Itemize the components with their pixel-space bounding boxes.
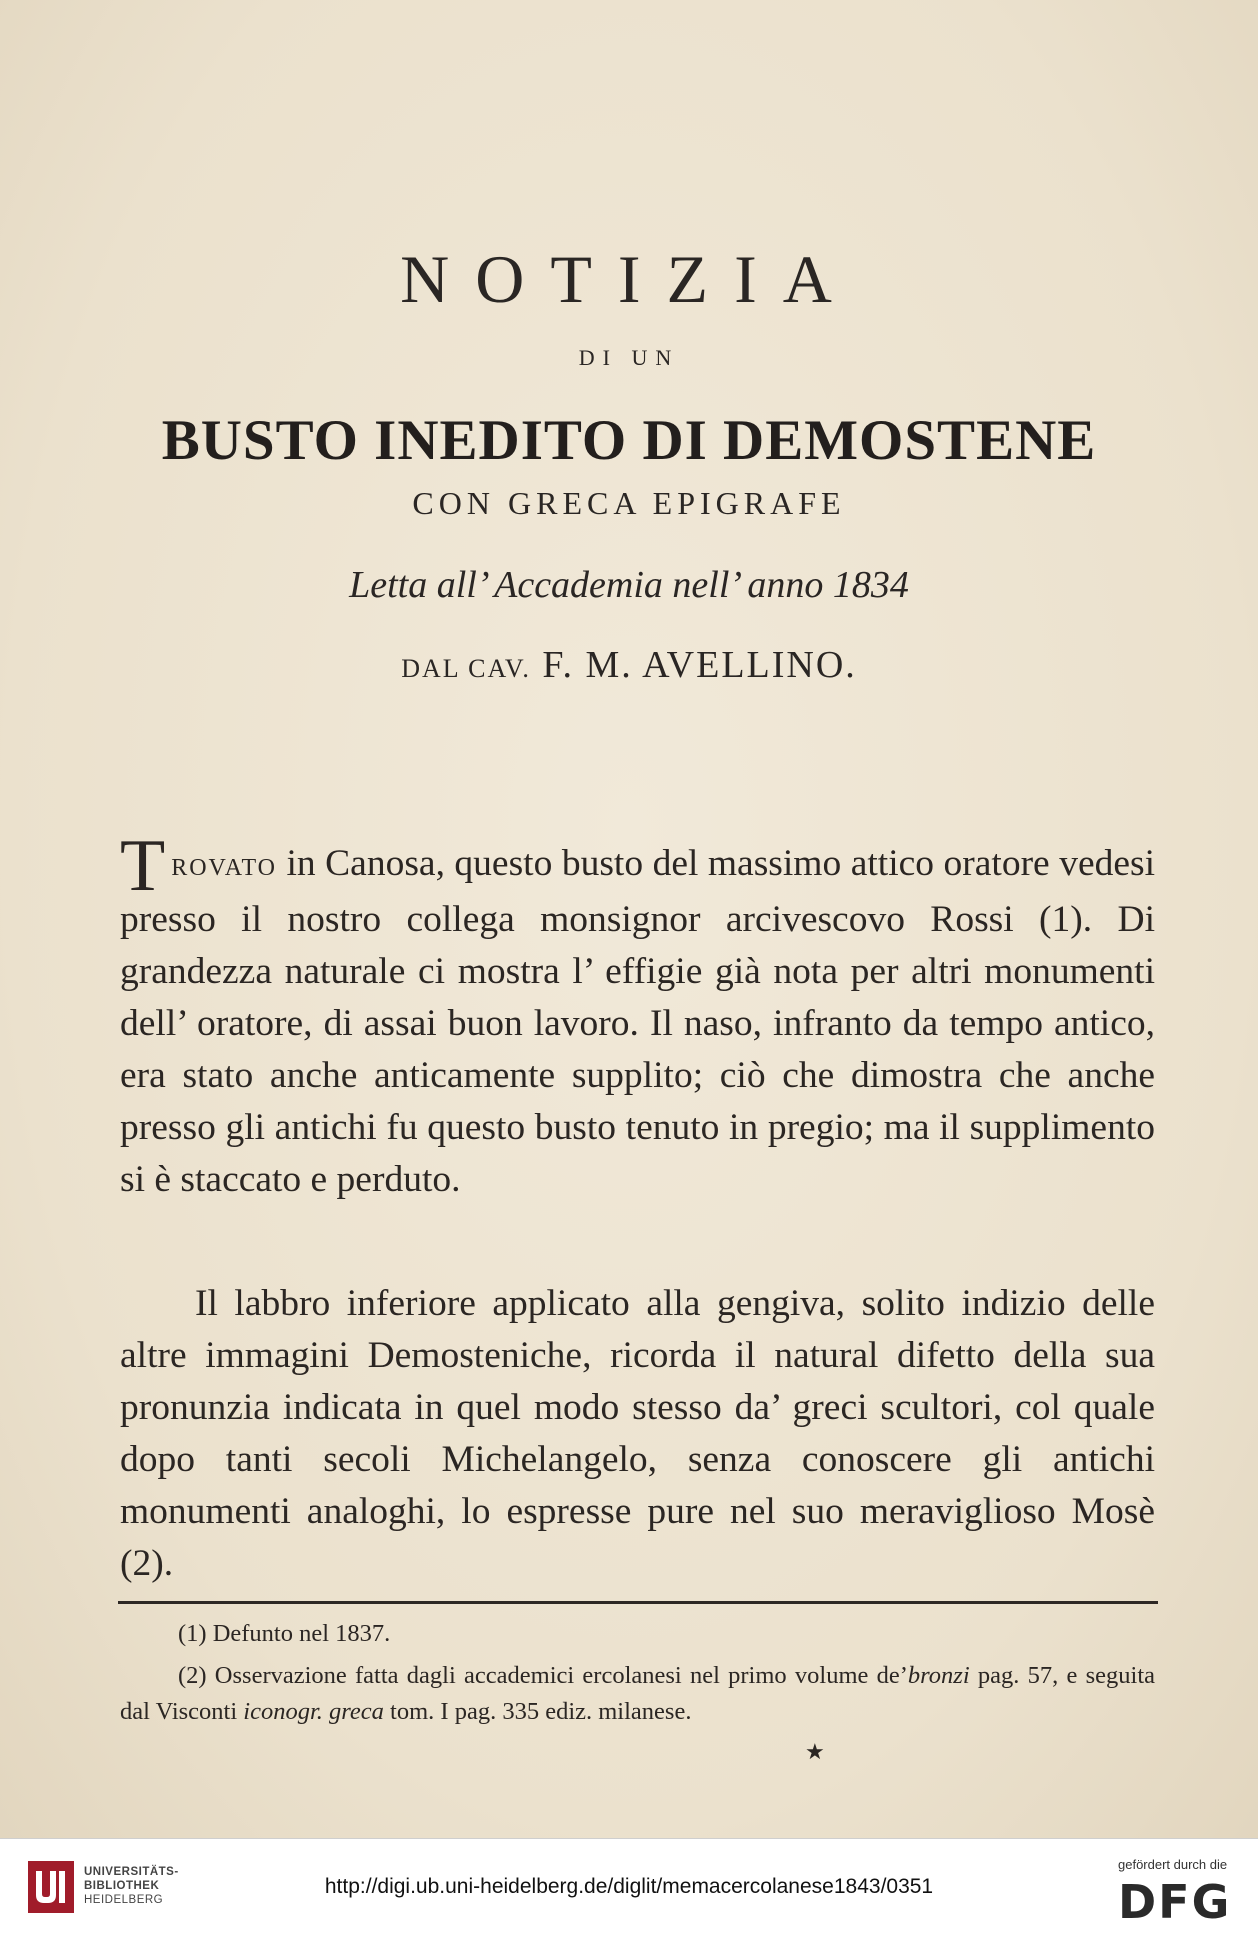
author-prefix: DAL CAV. [401,654,531,683]
signature-star-icon: ★ [805,1740,825,1765]
author-line [0,643,1258,687]
footnote-2-tail: tom. I pag. 335 ediz. milanese. [383,1698,692,1725]
paragraph-1-text: in Canosa, questo busto del massimo attico oratore vedesi presso il nostro collega monsignor arcivescovo Rossi (1). Di grandezza naturale ci mostra l’ effigie già nota per altri monumenti dell’ oratore, di assai buon lavoro. Il naso, infranto da tempo antico, era stato anche anticamente supplito; ciò che dimostra che anche presso gli antichi fu questo busto tenuto in pregio; ma il supplimento si è staccato e perduto. [120,843,1155,1200]
subheading: CON GRECA EPIGRAFE [412,485,846,521]
paragraph-2: Il labbro inferiore applicato alla gengiva, solito indizio delle altre immagini Demosteniche, ricorda il natural difetto della sua pronunzia indicata in quel modo stesso da’ greci scultori, col quale dopo tanti secoli Michelangelo, senza conoscere gli antichi monumenti analoghi, lo espresse pure nel suo meraviglioso Mosè (2). [120,1283,1155,1584]
footer-bar [0,1838,1258,1933]
footnote-2-lead: (2) Osservazione fatta dagli accademici ercolanesi nel primo volume de’ [178,1662,908,1689]
drop-cap: T [120,825,166,907]
footnote-2-italic-bronzi: bronzi [907,1662,970,1689]
page-title: NOTIZIA [400,241,858,317]
footnote-divider [118,1601,1158,1604]
footnote-2 [120,1658,1155,1730]
main-heading: BUSTO INEDITO DI DEMOSTENE [161,409,1097,472]
library-name-line-2: BIBLIOTHEK [84,1880,160,1892]
permalink-url[interactable]: http://digi.ub.uni-heidelberg.de/diglit/memacercolanese1843/0351 [324,1875,934,1898]
author-name: F. M. AVELLINO. [542,644,857,686]
library-name-line-3: HEIDELBERG [84,1894,164,1906]
dfg-logo: DFG [1118,1875,1232,1929]
library-name-line-1: UNIVERSITÄTS- [84,1866,179,1878]
paragraph-1 [120,825,1155,1206]
title-connector: DI UN [578,345,680,370]
footnote-2-italic-iconogr: iconogr. greca [243,1698,384,1725]
reading-note: Letta all’ Accademia nell’ anno 1834 [349,564,909,606]
funding-label: gefördert durch die [1118,1857,1228,1872]
lead-smallcaps: ROVATO [171,855,278,881]
footnote-2-mid: pag. 57, e seguita dal Visconti [120,1662,1155,1725]
footnote-1: (1) Defunto nel 1837. [178,1620,391,1647]
